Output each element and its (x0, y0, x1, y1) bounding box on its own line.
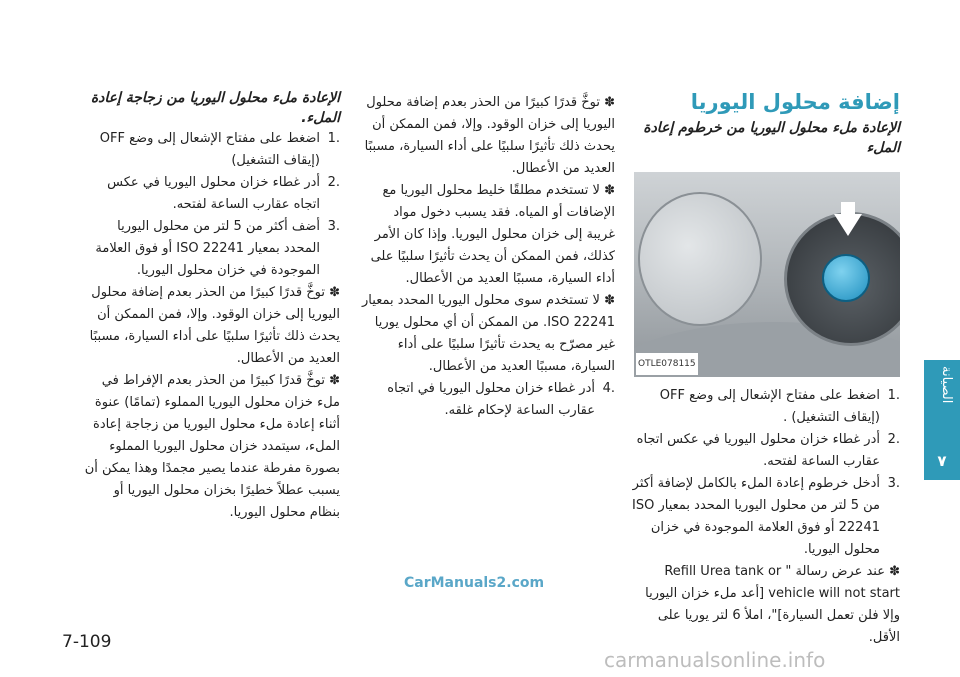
step-2: .2 أدر غطاء خزان محلول اليوريا في عكس اتجاه عقارب الساعة لفتحه. (636, 432, 900, 469)
urea-cap (822, 254, 870, 302)
bottle-caution-1: ✽ توخَّ قدرًا كبيرًا من الحذر بعدم إضافة محلول اليوريا إلى خزان الوقود. وإلا، فمن الممكن أن يحدث ذلك تأثيرًا سلبيًا على أداء السيارة، مسببًا العديد من الأعطال. (89, 285, 340, 366)
footer-watermark: carmanualsonline.info (604, 648, 826, 672)
column-right (632, 88, 900, 649)
page-number: 7-109 (62, 632, 112, 652)
section-subtitle: الإعادة ملء محلول اليوريا من خرطوم إعادة الملء (643, 120, 900, 156)
bottle-step-3: .3 أضف أكثر من 5 لتر من محلول اليوريا المحدد بمعيار ISO 22241 أو فوق العلامة الموجودة في خزان محلول اليوريا. (95, 219, 340, 278)
bottle-refill-title: الإعادة ملء محلول اليوريا من زجاجة إعادة الملء. (90, 90, 340, 126)
bottle-step-1: .1 اضغط على مفتاح الإشعال إلى وضع OFF (إيقاف التشغيل) (99, 131, 340, 168)
caution-3: ✽ لا تستخدم سوى محلول اليوريا المحدد بمعيار ISO 22241. من الممكن أن أي محلول يوريا غير مصرّح به يحدث تأثيرًا سلبيًا على أداء السيارة، مسببًا العديد من الأعطال. (362, 293, 615, 374)
fuel-door-photo (634, 172, 900, 377)
step-1: .1 اضغط على مفتاح الإشعال إلى وضع OFF (إيقاف التشغيل) . (659, 388, 900, 425)
fuel-flap (638, 192, 762, 326)
step-3: .3 أدخل خرطوم إعادة الملء بالكامل لإضافة أكثر من 5 لتر من محلول اليوريا المحدد بمعيار ISO 22241 أو فوق العلامة الموجودة في خزان محلول اليوريا. (632, 476, 900, 557)
chapter-number: ٧ (937, 452, 947, 470)
column-left (82, 88, 340, 524)
caution-1: ✽ توخَّ قدرًا كبيرًا من الحذر بعدم إضافة محلول اليوريا إلى خزان الوقود. وإلا، فمن الممكن أن يحدث ذلك تأثيرًا سلبيًا على أداء السيارة، مسببًا العديد من الأعطال. (364, 95, 615, 176)
caution-2: ✽ لا تستخدم مطلقًا خليط محلول اليوريا مع الإضافات أو المياه. فقد يسبب دخول مواد غريبة إلى خزان محلول اليوريا. وإذا كان الأمر كذلك، فمن الممكن أن يحدث تأثيرًا سلبيًا على أداء السيارة، مسببًا العديد من الأعطال. (370, 183, 615, 286)
refill-note: ✽ عند عرض رسالة " Refill Urea tank or vehicle will not start [أعد ملء خزان اليوريا وإلا فلن تعمل السيارة]"، املأ 6 لتر يوريا على الأقل. (645, 564, 900, 645)
bottle-step-2: .2 أدر غطاء خزان محلول اليوريا في عكس اتجاه عقارب الساعة لفتحه. (107, 175, 340, 212)
bottle-caution-2: ✽ توخَّ قدرًا كبيرًا من الحذر بعدم الإفراط في ملء خزان محلول اليوريا المملوء (تمامًا) عنوة أثناء إعادة ملء محلول اليوريا من زجاجة إعادة الملء، سيتمدد خزان محلول اليوريا المملوء بصورة مفرطة عندما يصير مجمدًا وهذا يمكن أن يسبب عطلاً خطيرًا بخزان محلول اليوريا أو بنظام محلول اليوريا. (84, 373, 340, 520)
chapter-side-tab (924, 360, 960, 480)
photo-caption: OTLE078115 (636, 353, 698, 375)
section-title: إضافة محلول اليوريا (690, 90, 900, 114)
chapter-label: الصيانة (939, 366, 954, 404)
arrow-head-icon (834, 214, 862, 236)
column-middle (362, 92, 615, 422)
step-4: .4 أدر غطاء خزان محلول اليوريا في اتجاه عقارب الساعة لإحكام غلقه. (387, 381, 615, 418)
site-watermark[interactable]: CarManuals2.com (404, 575, 545, 591)
